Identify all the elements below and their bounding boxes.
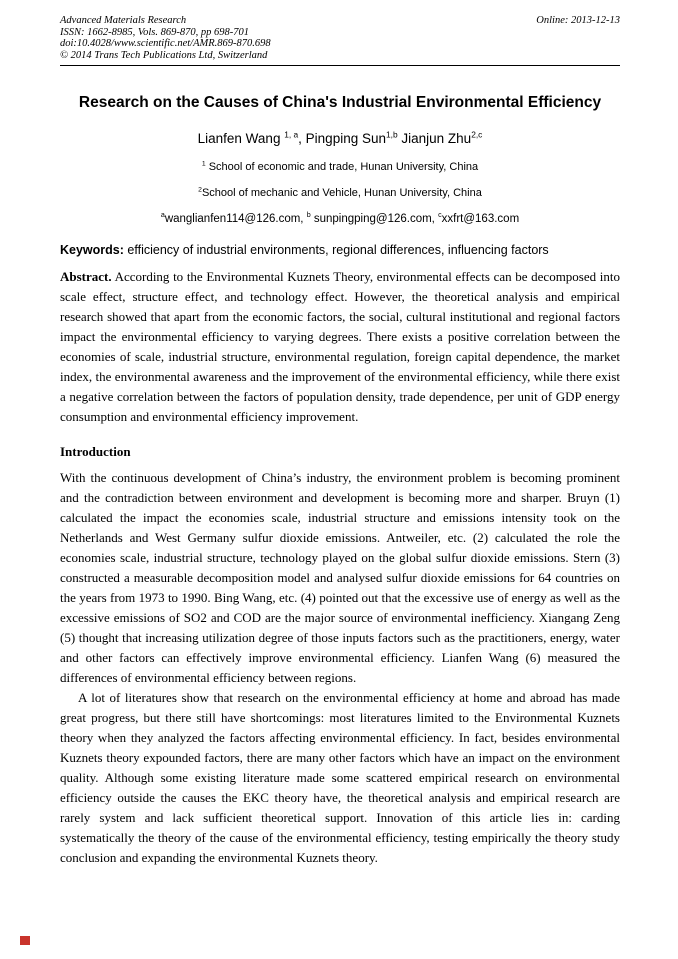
abstract-text: According to the Environmental Kuznets Theory, environmental effects can be decomposed into scale effect, structure effect, and technology effect. However, the theoretical analysis and empirical research showed that apart from the economic factors, the social, cultural institutional and regional factors impact the environmental efficiency to varying degrees. There exists a positive correlation between the economies of scale, industrial structure, environmental regulation, foreign capital dependence, the market index, the environmental awareness and the improvement of the environmental efficiency, while there exist a negative correlation between the factors of population density, trade dependence, per unit of GDP energy consumption and environmental efficiency improvement. bbox=[60, 269, 620, 424]
online-date: Online: 2013-12-13 bbox=[536, 15, 620, 26]
corner-mark bbox=[20, 936, 30, 945]
affiliation-2-superscript: 2 bbox=[198, 186, 202, 194]
author-superscript-3: 2,c bbox=[471, 129, 483, 140]
author-superscript-2: 1,b bbox=[386, 129, 398, 140]
journal-header bbox=[60, 15, 620, 61]
affiliation-1 bbox=[60, 161, 620, 173]
author-name-2: Pingping Sun bbox=[305, 131, 386, 146]
introduction-paragraph-2: A lot of literatures show that research on the environmental efficiency at home and abroad has made great progress, but there still have shortcomings: most literatures limited to the Environmental Kuznets theory when they analyzed the factors affecting environmental efficiency. In fact, besides environmental Kuznets theory expounded factors, there are many other factors which have an impact on the environment quality. Although some existing literature made some scattered empirical research on environmental efficiency outside the causes the EKC theory have, the theoretical analysis and empirical research are rarely system and lack sufficient theoretical support. Innovation of this article lies in: carding systematically the theory of the cause of the environmental efficiency, testing empirically the theory study conclusion and expanding the environmental Kuznets theory. bbox=[60, 690, 620, 865]
author-separator-1: , bbox=[298, 131, 306, 146]
abstract-label: Abstract. bbox=[60, 269, 112, 284]
abstract-paragraph bbox=[60, 267, 620, 427]
email-c-text: xxfrt@163.com bbox=[441, 213, 520, 225]
author-name-1: Lianfen Wang bbox=[197, 131, 285, 146]
author-line bbox=[60, 131, 620, 146]
email-c-superscript: c bbox=[438, 211, 442, 220]
affiliation-2 bbox=[60, 187, 620, 199]
email-a-superscript: a bbox=[160, 211, 165, 220]
author-superscript-1: 1, a bbox=[284, 129, 299, 140]
email-a-text: wanglianfen114@126.com, bbox=[164, 213, 307, 225]
email-b-superscript: b bbox=[306, 211, 311, 220]
paper-title: Research on the Causes of China's Industrial Environmental Efficiency bbox=[78, 94, 602, 111]
keywords-label: Keywords: bbox=[60, 243, 124, 257]
journal-issn-line: ISSN: 1662-8985, Vols. 869-870, pp 698-701 bbox=[60, 26, 249, 38]
header-rule bbox=[60, 65, 620, 66]
email-line bbox=[60, 213, 620, 225]
affiliation-1-superscript: 1 bbox=[201, 160, 206, 168]
introduction-paragraph-1: With the continuous development of China’s industry, the environment problem is becoming prominent and the contradiction between environment and development is becoming more and sharper. Bruyn (1) calculated the impact the economies scale, industrial structure and emissions intensity took on the Netherlands and West Germany sulfur dioxide emissions. Antweiler, etc. (2) calculated the role the economies scale, industrial structure, technology played on the global sulfur dioxide emissions. Stern (3) constructed a measurable decomposition model and analysed sulfur dioxide emissions for 64 countries on the years from 1973 to 1990. Bing Wang, etc. (4) pointed out that the excessive use of energy as well as the excessive emissions of SO2 and COD are the major source of environmental inefficiency. Xiangang Zeng (5) thought that increasing utilization degree of those inputs factors such as the practitioners, energy, water and other factors can effectively improve environmental efficiency. Lianfen Wang (6) measured the differences of environmental efficiency between regions. bbox=[60, 470, 620, 685]
journal-header-left bbox=[60, 15, 271, 61]
keywords-text: efficiency of industrial environments, regional differences, influencing factors bbox=[127, 243, 549, 257]
affiliation-1-text: School of economic and trade, Hunan University, China bbox=[205, 161, 479, 173]
section-heading-introduction: Introduction bbox=[60, 444, 131, 459]
author-name-3: Jianjun Zhu bbox=[401, 131, 472, 146]
keywords-line bbox=[60, 243, 620, 257]
journal-title: Advanced Materials Research bbox=[60, 15, 187, 26]
journal-copyright-line: © 2014 Trans Tech Publications Ltd, Switzerland bbox=[60, 49, 268, 61]
email-b-text: sunpingping@126.com, bbox=[310, 213, 439, 225]
affiliation-2-text: School of mechanic and Vehicle, Hunan University, China bbox=[201, 187, 482, 199]
journal-doi-line: doi:10.4028/www.scientific.net/AMR.869-870.698 bbox=[60, 38, 271, 49]
